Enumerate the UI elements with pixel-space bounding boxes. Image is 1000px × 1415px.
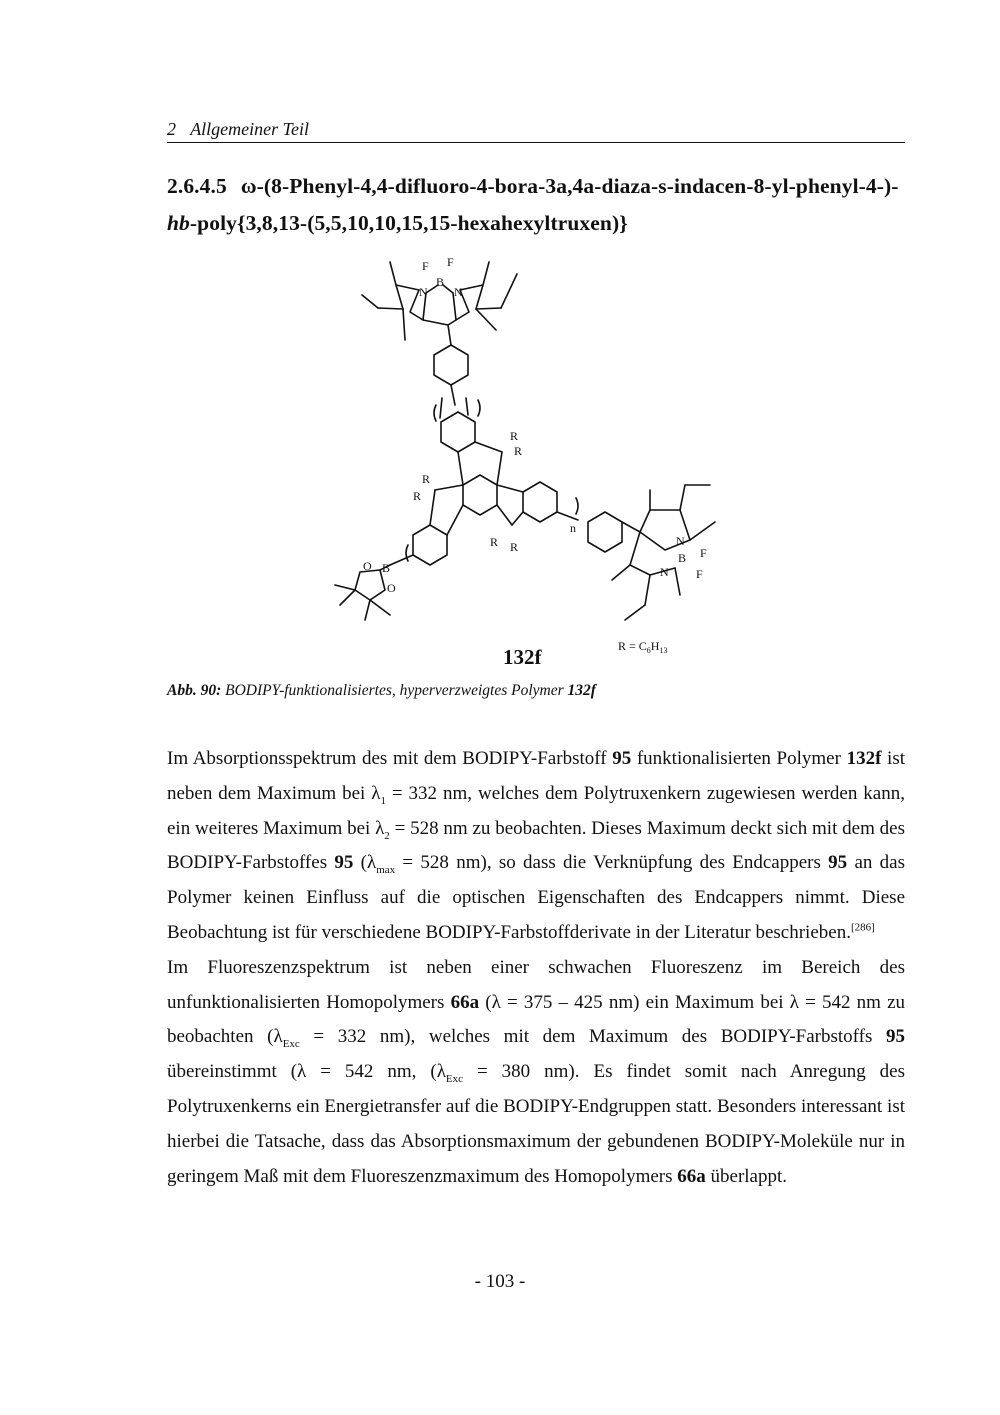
atom-label-f: F bbox=[700, 546, 707, 560]
atom-label-f: F bbox=[696, 567, 703, 581]
caption-label: Abb. 90: bbox=[167, 682, 222, 699]
page-number: - 103 - bbox=[474, 1271, 526, 1292]
paragraph-2: Im Fluoreszenzspektrum ist neben einer schwachen Fluoreszenz im Bereich des unfunktionalisierten Homopolymers 66a (λ = 375 – 425 nm) ein Maximum bei λ = 542 nm zu beobachten ($\lambda_{Exc} = 332$ nm), welches mit dem Maximum des BODIPY-Farbstoffs 95 übereinstimmt (λ = 542 nm, ($\lambda_{Exc} = 380$ nm). Es findet somit nach Anregung des Polytruxenkerns ein Energietransfer auf die BODIPY-Endgruppen statt. Besonders interessant ist hierbei die Tatsache, dass das Absorptionsmaximum der gebundenen BODIPY-Moleküle nur in geringem Maß mit dem Fluoreszenzmaximum des Homopolymers 66a überlappt. bbox=[167, 956, 906, 1187]
atom-label-n: n bbox=[570, 521, 576, 535]
chemical-structure-drawing bbox=[330, 250, 740, 670]
caption-compound: 132f bbox=[567, 682, 596, 699]
r-definition: $R = C_6H_{13}$ bbox=[618, 639, 668, 655]
compound-label: 132f bbox=[503, 645, 542, 669]
paragraph-1: Im Absorptionsspektrum des mit dem BODIPY-Farbstoff 95 funktionalisierten Polymer 132f ist neben dem Maximum bei $\lambda_1 = 332$ nm, welches dem Polytruxenkern zugewiesen werden kann, ein weiteres Maximum bei $\lambda_2 = 528$ nm zu beobachten. Dieses Maximum deckt sich mit dem des BODIPY-Farbstoffes 95 ($\lambda_{max} = 528$ nm), so dass die Verknüpfung des Endcappers 95 an das Polymer keinen Einfluss auf die optischen Eigenschaften des Endcappers nimmt. Diese Beobachtung ist für verschiedene BODIPY-Farbstoffderivate in der Literatur beschrieben.[286] bbox=[167, 748, 905, 943]
atom-label-r: R bbox=[514, 444, 523, 458]
section-heading bbox=[167, 168, 907, 242]
chapter-title: Allgemeiner Teil bbox=[190, 119, 310, 139]
section-title-hb: hb bbox=[167, 211, 190, 235]
body-text bbox=[167, 742, 905, 1194]
chapter-number: 2 bbox=[167, 119, 176, 139]
atom-label-b: B bbox=[436, 275, 445, 289]
structure-figure bbox=[330, 250, 740, 670]
atom-label-b: B bbox=[382, 561, 391, 575]
figure-caption bbox=[167, 682, 596, 700]
atom-label-o: O bbox=[363, 559, 372, 573]
atom-label-f: F bbox=[422, 259, 429, 273]
reference-286: [286] bbox=[850, 921, 875, 934]
atom-label-r: R bbox=[510, 429, 519, 443]
section-number: 2.6.4.5 bbox=[167, 174, 227, 198]
atom-label-n: N bbox=[454, 285, 463, 299]
running-header bbox=[167, 119, 905, 143]
atom-label-o: O bbox=[387, 581, 396, 595]
atom-label-r: R bbox=[510, 540, 519, 554]
section-title-part2: -poly{3,8,13-(5,5,10,10,15,15-hexahexyltruxen)} bbox=[189, 211, 628, 235]
atom-label-n: N bbox=[676, 534, 685, 548]
atom-label-r: R bbox=[422, 472, 431, 486]
atom-label-n: N bbox=[660, 565, 669, 579]
section-title-part1: ω-(8-Phenyl-4,4-difluoro-4-bora-3a,4a-diaza-s-indacen-8-yl-phenyl-4-)- bbox=[240, 174, 899, 198]
atom-label-f: F bbox=[447, 255, 454, 269]
atom-label-r: R bbox=[413, 489, 422, 503]
atom-label-b: B bbox=[678, 551, 687, 565]
atom-label-n: N bbox=[419, 285, 428, 299]
caption-text: BODIPY-funktionalisiertes, hyperverzweigtes Polymer bbox=[221, 682, 568, 699]
atom-label-r: R bbox=[490, 535, 499, 549]
